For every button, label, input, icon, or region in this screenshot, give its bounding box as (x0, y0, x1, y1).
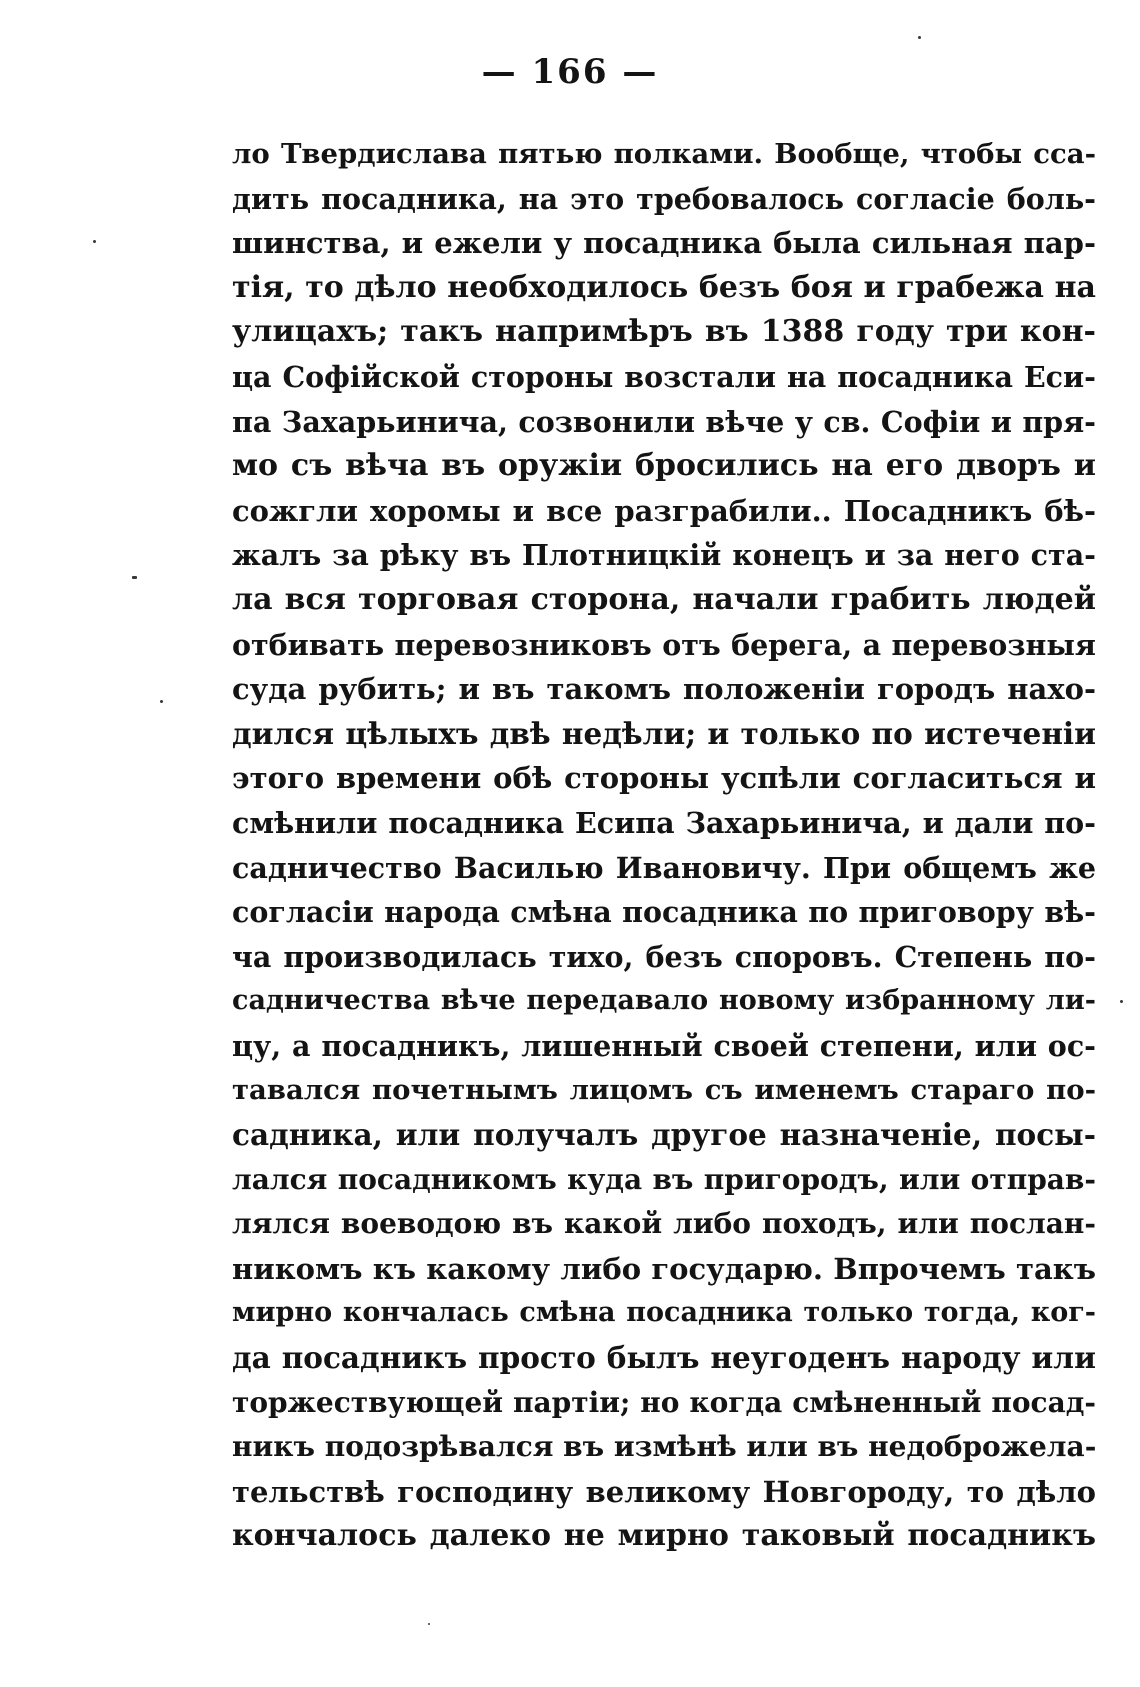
text-line: тавался почетнымъ лицомъ съ именемъ стараго по- (232, 1074, 1096, 1107)
text-line: смѣнили посадника Есипа Захарьинича, и дали по- (232, 805, 1096, 840)
text-line: цу, а посадникъ, лишенный своей степени, или ос- (232, 1028, 1096, 1063)
scan-speck (428, 1623, 430, 1625)
text-line: лался посадникомъ куда въ пригородъ, или отправ- (232, 1162, 1096, 1196)
text-line: дился цѣлыхъ двѣ недѣли; и только по истеченіи (232, 715, 1096, 751)
text-line: торжествующей партіи; но когда смѣненный посад- (232, 1385, 1096, 1419)
text-line: отбивать перевозниковъ отъ берега, а перевозныя (232, 627, 1096, 662)
text-line: этого времени обѣ стороны успѣли согласиться и (232, 761, 1096, 796)
text-line: никомъ къ какому либо государю. Впрочемъ такъ (232, 1251, 1096, 1286)
text-line: садника, или получалъ другое назначеніе, посы- (232, 1117, 1096, 1153)
text-line: дить посадника, на это требовалось согласіе боль- (232, 181, 1096, 216)
text-line: тельствѣ господину великому Новгороду, то дѣло (232, 1474, 1096, 1509)
text-line: никъ подозрѣвался въ измѣнѣ или въ недоброжела- (232, 1430, 1096, 1464)
text-line: кончалось далеко не мирно таковый посадникъ (232, 1518, 1096, 1554)
scan-speck (93, 240, 96, 243)
text-line: мирно кончалась смѣна посадника только тогда, ког- (232, 1297, 1096, 1329)
text-line: тія, то дѣло необходилось безъ боя и грабежа на (232, 269, 1096, 305)
text-line: па Захарьинича, созвонили вѣче у св. Софіи и пря- (232, 404, 1096, 439)
scan-speck (918, 36, 921, 39)
scan-speck (160, 700, 163, 703)
text-line: сожгли хоромы и все разграбили.. Посадникъ бѣ- (232, 493, 1096, 528)
body-text (232, 132, 1096, 1559)
page-number: — 166 — (481, 52, 659, 92)
text-line: ла вся торговая сторона, начали грабить людей (232, 581, 1096, 617)
text-line: да посадникъ просто былъ неугоденъ народу или (232, 1340, 1096, 1376)
scan-speck (1120, 1000, 1123, 1003)
text-line: садничества вѣче передавало новому избранному ли- (232, 985, 1096, 1017)
text-line: суда рубить; и въ такомъ положеніи городъ нахо- (232, 672, 1096, 707)
text-line: улицахъ; такъ напримѣръ въ 1388 году три кон- (232, 314, 1096, 350)
text-line: жалъ за рѣку въ Плотницкій конецъ и за него ста- (232, 538, 1096, 573)
text-line: согласіи народа смѣна посадника по приговору вѣ- (232, 895, 1096, 930)
text-line: ло Твердислава пятью полками. Вообще, чтобы сса- (232, 138, 1096, 170)
text-line: шинства, и ежели у посадника была сильная пар- (232, 226, 1096, 261)
text-line: мо съ вѣча въ оружіи бросились на его дворъ и (232, 448, 1096, 484)
text-line: лялся воеводою въ какой либо походъ, или послан- (232, 1207, 1096, 1241)
text-line: ца Софійской стороны возстали на посадника Еси- (232, 359, 1096, 394)
text-line: садничество Василью Ивановичу. При общемъ же (232, 850, 1096, 885)
text-line: ча производилась тихо, безъ споровъ. Степень по- (232, 939, 1096, 974)
scan-speck (132, 576, 137, 579)
